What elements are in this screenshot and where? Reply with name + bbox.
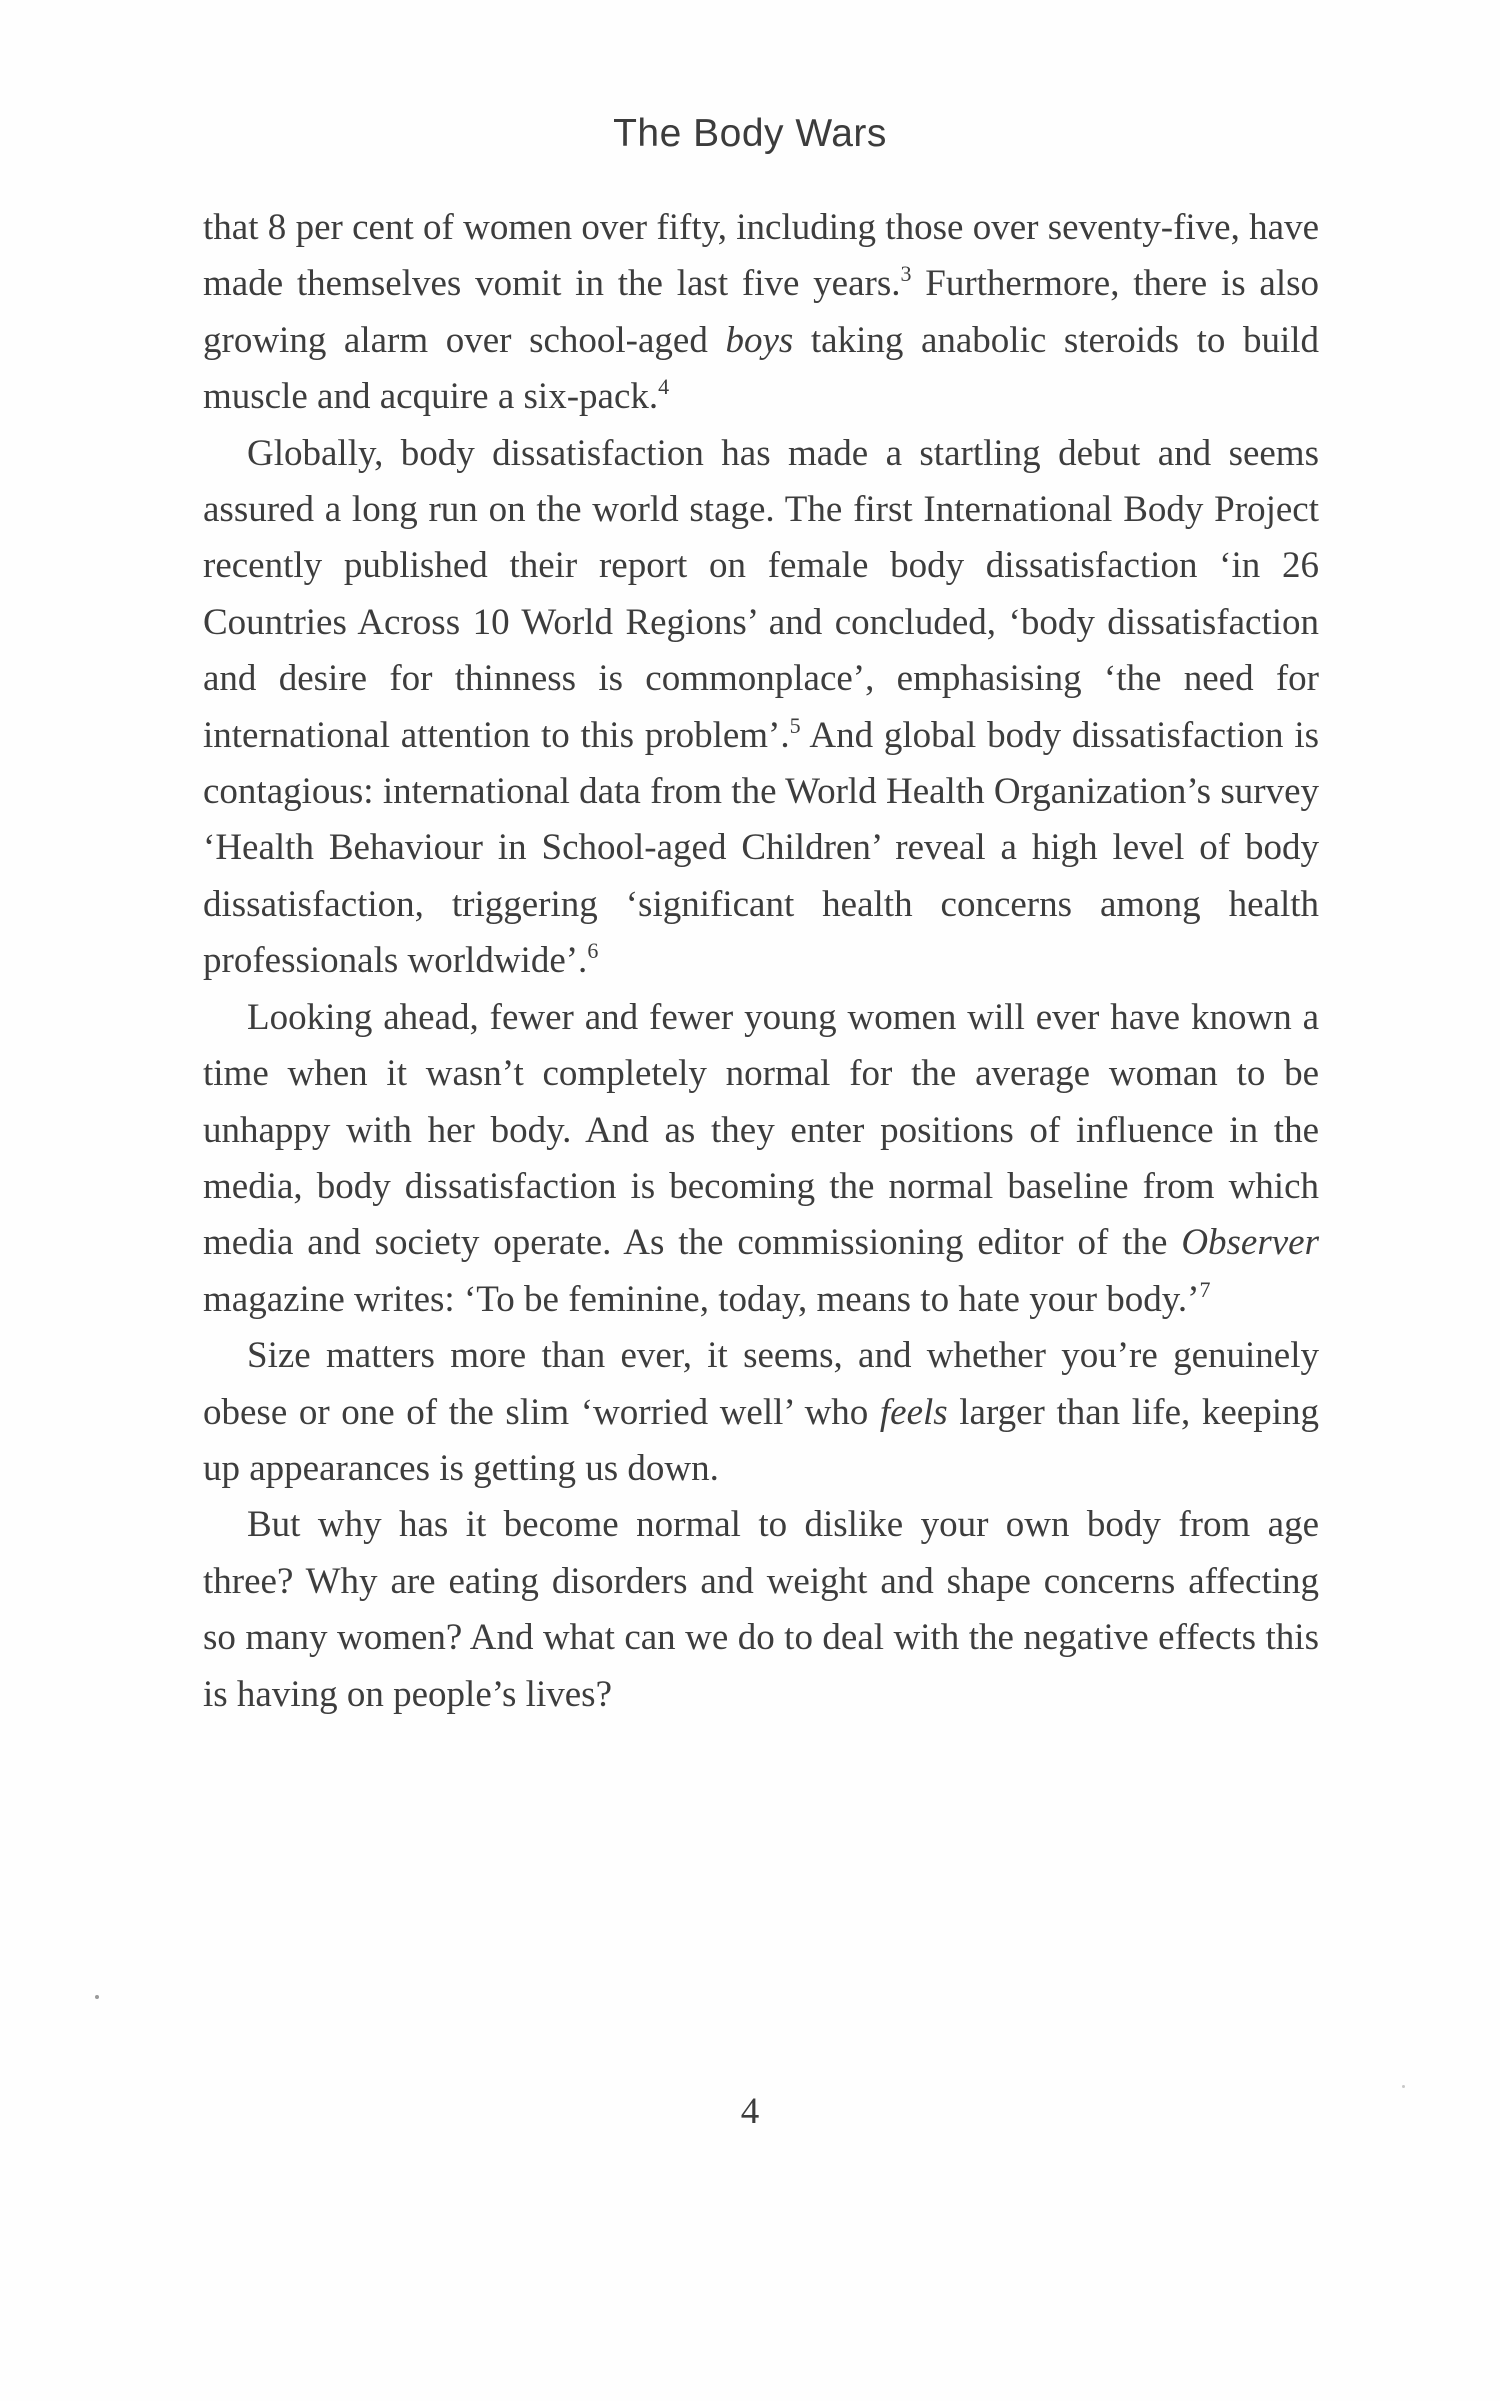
body-text — [203, 200, 1319, 1723]
running-head: The Body Wars — [613, 112, 887, 155]
footnote-ref: 6 — [587, 938, 599, 964]
text-run: magazine writes: ‘To be feminine, today, means to hate your body.’ — [203, 1278, 1200, 1320]
text-run: that 8 per cent of women over fifty, including those over seventy-five, have made themselves vomit in the last five years. — [203, 207, 1319, 305]
italic-text: boys — [725, 319, 794, 361]
scan-speck — [1402, 2085, 1405, 2088]
footnote-ref: 4 — [658, 374, 670, 400]
paragraph — [203, 200, 1319, 426]
footnote-ref: 5 — [789, 712, 801, 738]
paragraph — [203, 426, 1319, 990]
text-run: larger than life, keeping up appearances is getting us down. — [203, 1391, 1319, 1489]
text-run: Furthermore, there is also growing alarm over school-aged — [203, 263, 1319, 361]
paragraph — [203, 1497, 1319, 1723]
scan-speck — [95, 1995, 99, 1999]
footnote-ref: 7 — [1199, 1276, 1211, 1302]
text-run: Size matters more than ever, it seems, and whether you’re genuinely obese or one of the slim ‘worried well’ who — [203, 1335, 1319, 1433]
text-run: Globally, body dissatisfaction has made a startling debut and seems assured a long run on the world stage. The first International Body Project recently published their report on female body dissatisfaction ‘in 26 Countries Across 10 World Regions’ and concluded, ‘body dissatisfaction and desire for thinness is commonplace’, emphasising ‘the need for international attention to this problem’. — [203, 432, 1319, 756]
text-run: And global body dissatisfaction is contagious: international data from the World Health Organization’s survey ‘Health Behaviour in School-aged Children’ reveal a high level of body dissatisfaction, triggering ‘significant health concerns among health professionals worldwide’. — [203, 714, 1319, 982]
text-run: Looking ahead, fewer and fewer young women will ever have known a time when it wasn’t completely normal for the average woman to be unhappy with her body. And as they enter positions of influence in the media, body dissatisfaction is becoming the normal baseline from which media and society operate. As the commissioning editor of the — [203, 996, 1319, 1264]
italic-text: Observer — [1181, 1222, 1319, 1264]
paragraph — [203, 1328, 1319, 1497]
text-run: But why has it become normal to dislike your own body from age three? Why are eating disorders and weight and shape concerns affecting so many women? And what can we do to deal with the negative effects this is having on people’s lives? — [203, 1504, 1319, 1715]
italic-text: feels — [879, 1391, 948, 1433]
text-run: taking anabolic steroids to build muscle and acquire a six-pack. — [203, 319, 1320, 418]
footnote-ref: 3 — [900, 261, 912, 287]
paragraph — [203, 990, 1319, 1328]
page-number: 4 — [740, 2091, 760, 2132]
